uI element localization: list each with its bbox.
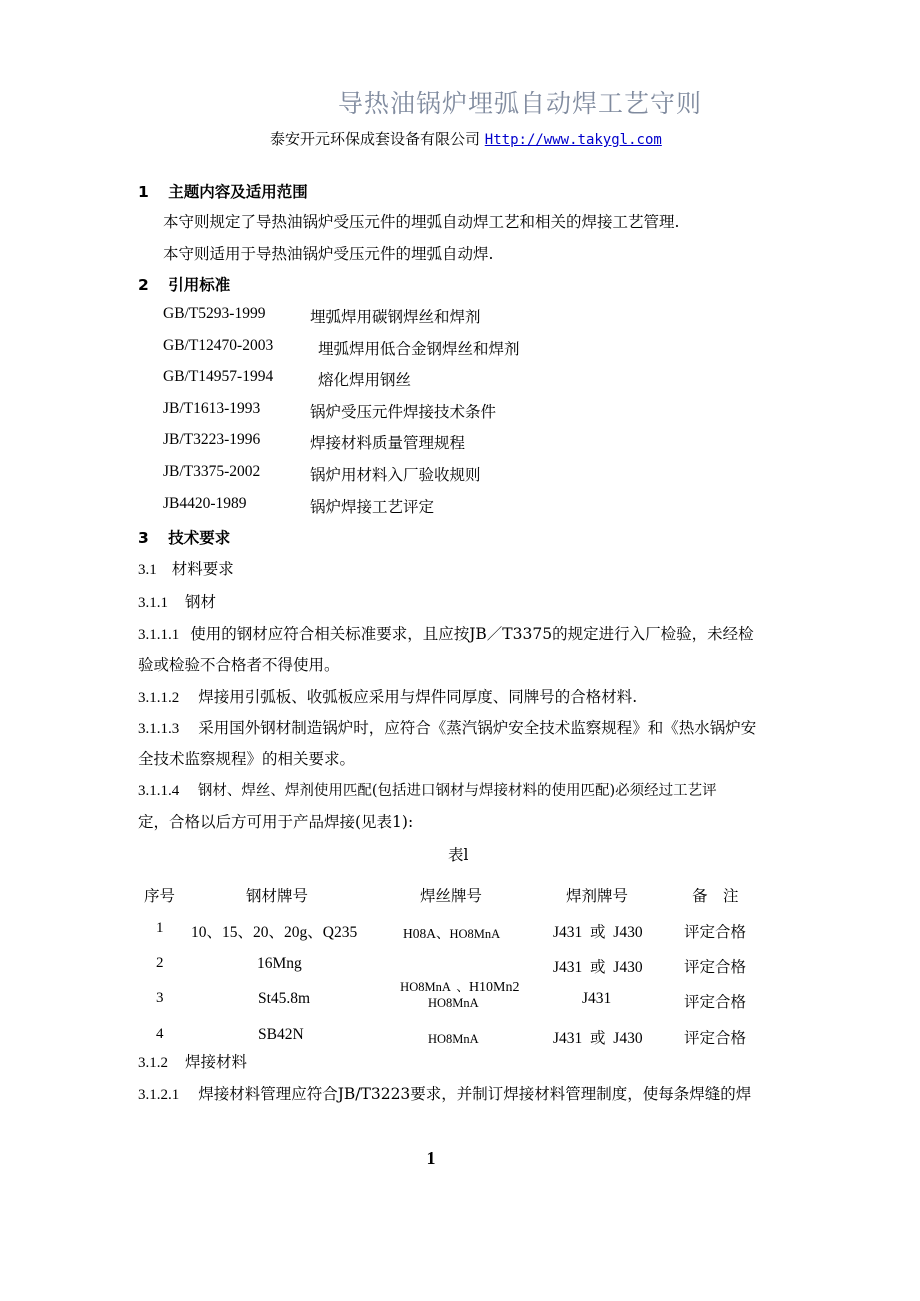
table-header-cell: 备 注 <box>692 887 739 905</box>
table-header-cell: 焊剂牌号 <box>566 887 629 905</box>
table-cell-wire <box>428 992 479 1011</box>
table-caption: 表l <box>448 846 469 864</box>
table-cell-wire <box>428 1028 479 1047</box>
table-cell-wire <box>390 957 520 996</box>
wire-grade: H10Mn2 <box>468 980 520 995</box>
table-cell-no: 3 <box>156 990 164 1006</box>
clause-text: 使用的钢材应符合相关标准要求，且应按JB／T3375的规定进行入厂检验，未经检 <box>190 625 754 643</box>
table-cell-flux: J431 或 J430 <box>553 1030 643 1047</box>
table-header-cell: 钢材牌号 <box>246 887 309 905</box>
section-title: 主题内容及适用范围 <box>168 183 308 201</box>
clause-number: 3.1.1.2 <box>138 690 180 706</box>
subsection-number: 3.1.1 <box>138 595 168 611</box>
table-cell-steel: St45.8m <box>258 990 311 1007</box>
clause-3-1-1-2 <box>138 685 637 707</box>
company-url-link[interactable]: Http://www.takygl.com <box>484 132 662 148</box>
subsection-title: 钢材 <box>184 593 216 611</box>
clause-3-1-1-3 <box>138 716 756 738</box>
page-number: 1 <box>426 1148 436 1168</box>
wire-grade: HO8MnA <box>428 996 479 1010</box>
document-title: 导热油锅炉埋弧自动焊工艺守则 <box>337 89 702 118</box>
clause-3-1-1-4 <box>138 779 717 800</box>
section-number: 1 <box>138 183 149 201</box>
reference-code: JB/T3375-2002 <box>163 463 261 480</box>
clause-text: 钢材、焊丝、焊剂使用匹配(包括进口钢材与焊接材料的使用匹配)必须经过工艺评 <box>197 783 717 799</box>
reference-name: 熔化焊用钢丝 <box>318 371 412 389</box>
subsection-number: 3.1 <box>138 562 157 578</box>
section-title: 引用标准 <box>168 276 231 294</box>
company-line <box>270 128 662 149</box>
clause-number: 3.1.1.1 <box>138 627 180 643</box>
table-cell-no: 4 <box>156 1026 164 1042</box>
reference-code: JB/T1613-1993 <box>163 400 261 417</box>
table-cell-note: 评定合格 <box>684 1029 747 1047</box>
wire-grade: HO8MnA <box>449 927 501 941</box>
reference-name: 埋弧焊用碳钢焊丝和焊剂 <box>310 308 481 326</box>
table-cell-steel: 10、15、20、20g、Q235 <box>191 924 358 941</box>
clause-number: 3.1.1.4 <box>138 783 180 799</box>
wire-grade: H08A、 <box>403 926 450 941</box>
reference-name: 埋弧焊用低合金钢焊丝和焊剂 <box>318 340 520 358</box>
section-2-heading <box>138 273 230 295</box>
reference-name: 锅炉用材料入厂验收规则 <box>310 466 481 484</box>
clause-continuation: 全技术监察规程》的相关要求。 <box>138 750 356 768</box>
reference-code: JB/T3223-1996 <box>163 431 261 448</box>
subsection-3-1-2 <box>138 1050 247 1072</box>
section-number: 2 <box>138 276 149 294</box>
reference-code: JB4420-1989 <box>163 495 247 512</box>
table-cell-flux: J431 <box>582 990 612 1007</box>
reference-code: GB/T12470-2003 <box>163 337 274 354</box>
clause-number: 3.1.2.1 <box>138 1087 180 1103</box>
table-cell-flux: J431 或 J430 <box>553 959 643 976</box>
clause-text: 焊接用引弧板、收弧板应采用与焊件同厚度、同牌号的合格材料. <box>198 688 638 706</box>
table-cell-no: 2 <box>156 955 164 971</box>
reference-name: 锅炉焊接工艺评定 <box>310 498 435 516</box>
section-3-heading <box>138 526 230 548</box>
subsection-title: 材料要求 <box>171 560 234 578</box>
clause-text: 采用国外钢材制造锅炉时，应符合《蒸汽锅炉安全技术监察规程》和《热水锅炉安 <box>198 719 757 737</box>
reference-name: 焊接材料质量管理规程 <box>310 434 466 452</box>
company-name: 泰安开元环保成套设备有限公司 <box>270 130 481 148</box>
table-cell-note: 评定合格 <box>684 923 747 941</box>
reference-code: GB/T5293-1999 <box>163 305 266 322</box>
reference-code: GB/T14957-1994 <box>163 368 274 385</box>
clause-3-1-1-1 <box>138 622 754 644</box>
table-cell-note: 评定合格 <box>684 958 747 976</box>
clause-3-1-2-1 <box>138 1082 751 1104</box>
section-1-paragraph-1: 本守则规定了导热油锅炉受压元件的埋弧自动焊工艺和相关的焊接工艺管理. <box>163 213 680 231</box>
clause-number: 3.1.1.3 <box>138 721 180 737</box>
table-header-cell: 焊丝牌号 <box>420 887 483 905</box>
table-cell-steel: SB42N <box>258 1026 304 1043</box>
subsection-number: 3.1.2 <box>138 1055 168 1071</box>
table-cell-flux: J431 或 J430 <box>553 924 643 941</box>
clause-text: 焊接材料管理应符合JB/T3223要求，并制订焊接材料管理制度，使每条焊缝的焊 <box>198 1085 752 1103</box>
subsection-title: 焊接材料 <box>184 1053 247 1071</box>
clause-continuation: 定，合格以后方可用于产品焊接(见表1): <box>138 813 414 831</box>
table-cell-no: 1 <box>156 920 164 936</box>
subsection-3-1 <box>138 557 234 579</box>
section-1-paragraph-2: 本守则适用于导热油锅炉受压元件的埋弧自动焊. <box>163 245 494 263</box>
section-title: 技术要求 <box>168 529 231 547</box>
section-1-heading <box>138 180 308 202</box>
table-cell-wire <box>403 922 500 942</box>
wire-grade: HO8MnA <box>428 1032 479 1046</box>
subsection-3-1-1 <box>138 590 216 612</box>
table-cell-steel: 16Mng <box>257 955 302 972</box>
section-number: 3 <box>138 529 149 547</box>
reference-name: 锅炉受压元件焊接技术条件 <box>310 403 497 421</box>
table-header-cell: 序号 <box>144 887 176 905</box>
wire-grade: HO8MnA 、 <box>400 980 469 994</box>
clause-continuation: 验或检验不合格者不得使用。 <box>138 656 340 674</box>
table-cell-note: 评定合格 <box>684 993 747 1011</box>
